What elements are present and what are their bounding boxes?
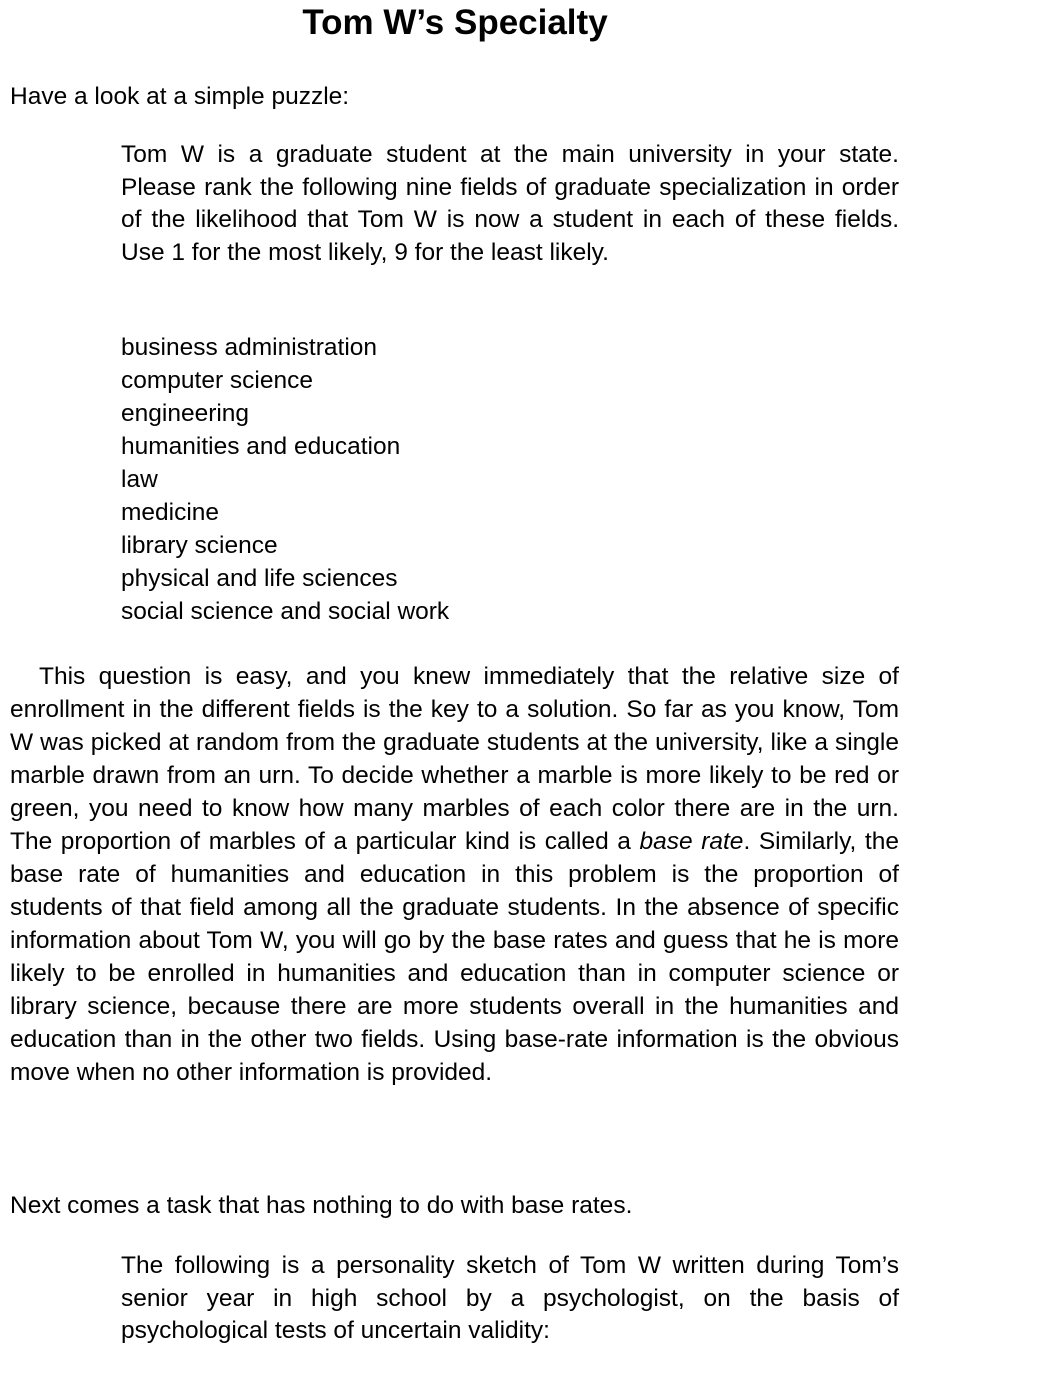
page-title: Tom W’s Specialty bbox=[302, 3, 608, 42]
field-item: law bbox=[121, 466, 158, 493]
base-rate-term: base rate bbox=[639, 828, 744, 855]
paragraph-text-after: . Similarly, the base rate of humanities and education in this problem is the proportion of students of that field among all the graduate students. In the absence of specific information about Tom W, you will go by the base rates and guess that he is more likely to be enrolled in humanities and education than in computer science or library science, because there are more students overall in the humanities and education than in the other two fields. Using base-rate information is the obvious move when no other information is provided. bbox=[10, 828, 899, 1086]
field-item: humanities and education bbox=[121, 433, 401, 460]
field-item: business administration bbox=[121, 334, 378, 361]
paragraph-text-before: This question is easy, and you knew immediately that the relative size of enrollment in the different fields is the key to a solution. So far as you know, Tom W was picked at random from the graduate students at the university, like a single marble drawn from an urn. To decide whether a marble is more likely to be red or green, you need to know how many marbles of each color there are in the urn. The proportion of marbles of a particular kind is called a bbox=[10, 663, 899, 855]
base-rate-paragraph bbox=[10, 660, 899, 1089]
field-item: medicine bbox=[121, 499, 220, 526]
field-item: social science and social work bbox=[121, 598, 450, 625]
field-item: library science bbox=[121, 532, 278, 559]
fields-list bbox=[121, 331, 449, 628]
puzzle-quote: Tom W is a graduate student at the main university in your state. Please rank the following nine fields of graduate specialization in order of the likelihood that Tom W is now a student in each of these fields. Use 1 for the most likely, 9 for the least likely. bbox=[121, 141, 899, 267]
field-item: physical and life sciences bbox=[121, 565, 398, 592]
sketch-intro-quote: The following is a personality sketch of Tom W written during Tom’s senior year in high school by a psychologist, on the basis of psychological tests of uncertain validity: bbox=[121, 1252, 899, 1345]
next-task-text: Next comes a task that has nothing to do with base rates. bbox=[10, 1192, 633, 1219]
field-item: computer science bbox=[121, 367, 314, 394]
intro-text: Have a look at a simple puzzle: bbox=[10, 83, 350, 110]
field-item: engineering bbox=[121, 400, 250, 427]
